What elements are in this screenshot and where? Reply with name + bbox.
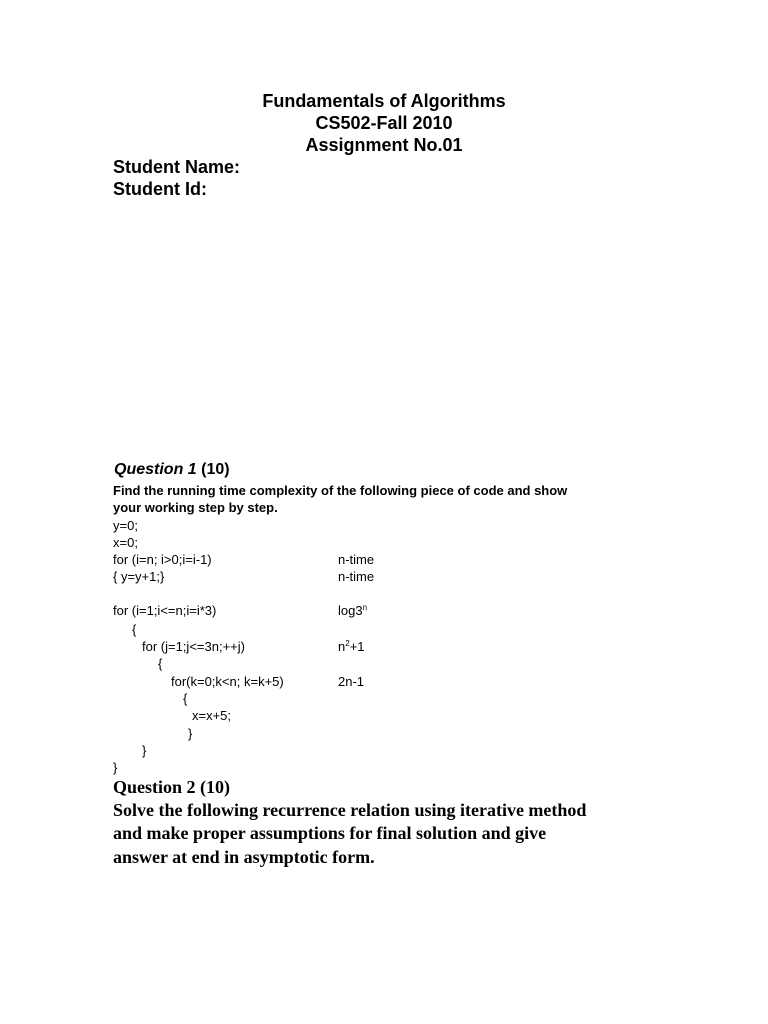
student-name-label: Student Name: xyxy=(113,157,241,177)
question-2-heading: Question 2 (10) xyxy=(113,777,230,797)
question-1-instruction-line-2: your working step by step. xyxy=(113,500,278,515)
course-title: Fundamentals of Algorithms xyxy=(262,91,506,111)
code-line: for (j=1;j<=3n;++j) xyxy=(142,639,245,654)
complexity-annotation: log3$^n$ xyxy=(338,603,368,618)
complexity-annotation: n-time xyxy=(338,569,375,584)
question-1-instruction-line-1: Find the running time complexity of the following piece of code and show xyxy=(113,483,568,498)
code-line: for (i=n; i>0;i=i-1) xyxy=(113,552,212,567)
assignment-number: Assignment No.01 xyxy=(305,135,463,155)
question-1-heading xyxy=(114,460,230,480)
code-line: for(k=0;k<n; k=k+5) xyxy=(171,674,284,689)
course-code: CS502-Fall 2010 xyxy=(315,113,453,133)
code-line: { y=y+1;} xyxy=(113,569,165,584)
question-2-text-line-1: Solve the following recurrence relation using iterative method xyxy=(113,800,587,820)
code-line: x=0; xyxy=(113,535,138,550)
code-line: for (i=1;i<=n;i=i*3) xyxy=(113,603,217,618)
code-line: { xyxy=(158,656,163,671)
code-line: } xyxy=(142,743,147,758)
complexity-annotation: n-time xyxy=(338,552,375,567)
code-line: { xyxy=(183,691,188,706)
code-line: x=x+5; xyxy=(192,708,232,723)
question-2-text-line-2: and make proper assumptions for final solution and give xyxy=(113,823,547,843)
code-line: { xyxy=(132,622,137,637)
code-line: y=0; xyxy=(113,518,138,533)
complexity-annotation: 2n-1 xyxy=(338,674,365,689)
question-1-title: Question 1 xyxy=(114,461,197,478)
code-line: } xyxy=(113,760,118,775)
code-line: } xyxy=(188,726,193,741)
student-id-label: Student Id: xyxy=(113,179,207,199)
question-2-text-line-3: answer at end in asymptotic form. xyxy=(113,847,375,867)
complexity-annotation: $n^2+1$ xyxy=(338,639,365,654)
question-1-marks: (10) xyxy=(201,461,230,478)
